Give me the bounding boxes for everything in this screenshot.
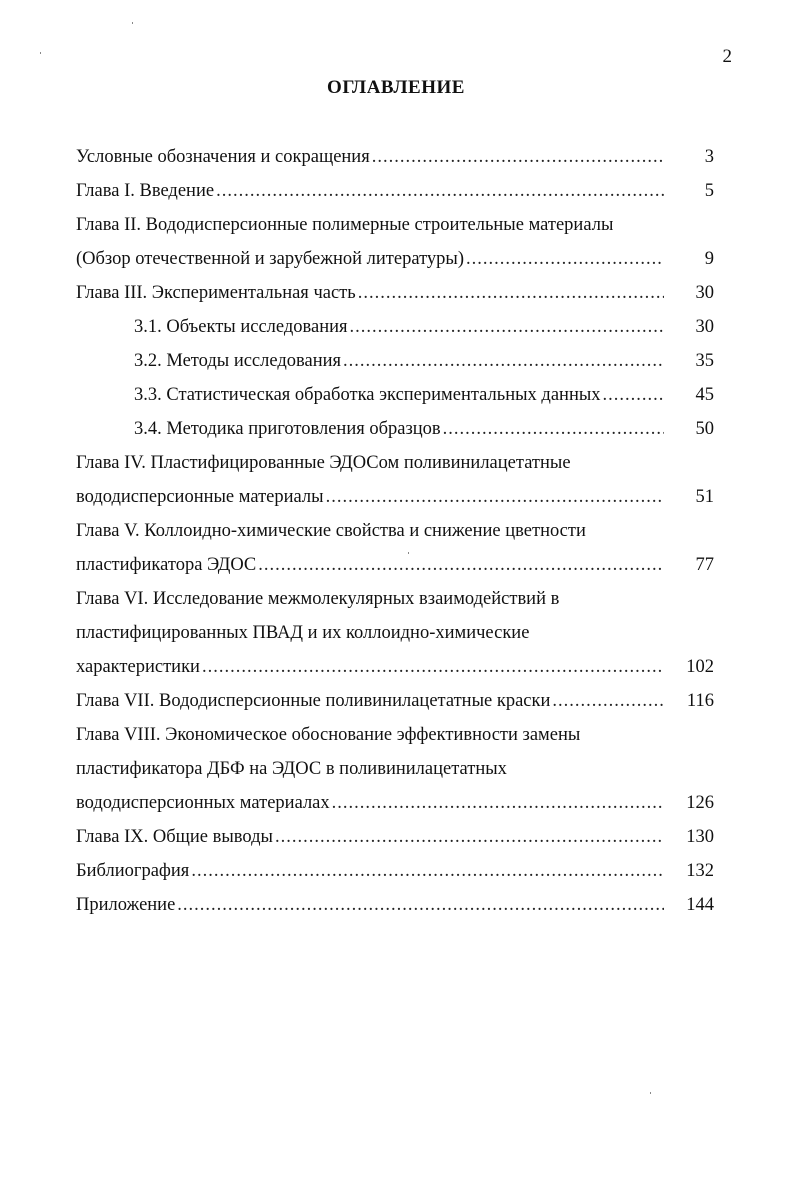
toc-entry-line	[76, 684, 714, 718]
toc-entry-text: характеристики	[76, 657, 200, 677]
toc-entry-text: (Обзор отечественной и зарубежной литературы)	[76, 249, 465, 269]
toc-leader-dots	[258, 548, 664, 582]
toc-entry-line	[76, 650, 714, 684]
toc-entry-line	[76, 718, 714, 752]
toc-page-number: 102	[686, 657, 714, 677]
toc-entry-line	[76, 310, 714, 344]
toc-page-number: 77	[695, 555, 714, 575]
toc-leader-dots	[326, 480, 664, 514]
toc-leader-dots	[358, 276, 664, 310]
scan-speck	[408, 552, 409, 554]
toc-entry-text: 3.3. Статистическая обработка экспериментальных данных	[134, 385, 601, 405]
toc-page-number: 144	[686, 895, 714, 915]
toc-leader-dots	[443, 412, 664, 446]
toc-leader-dots	[275, 820, 664, 854]
toc-entry-text: Глава VII. Вододисперсионные поливинилацетатные краски	[76, 691, 551, 711]
toc-leader-dots	[177, 888, 664, 922]
toc-page-number: 3	[704, 147, 714, 167]
toc-entry-text: Глава I. Введение	[76, 181, 215, 201]
toc-leader-dots	[552, 684, 664, 718]
toc-entry-text: 3.2. Методы исследования	[134, 351, 342, 371]
toc-entry-text: Глава VI. Исследование межмолекулярных взаимодействий в	[76, 589, 560, 609]
toc-page-number: 132	[686, 861, 714, 881]
toc-leader-dots	[350, 310, 664, 344]
table-of-contents	[76, 140, 714, 922]
toc-entry-line	[76, 548, 714, 582]
toc-entry-line	[76, 786, 714, 820]
toc-entry-text: 3.1. Объекты исследования	[134, 317, 348, 337]
toc-page-number: 130	[686, 827, 714, 847]
scan-speck	[40, 52, 41, 54]
toc-leader-dots	[343, 344, 664, 378]
toc-leader-dots	[216, 174, 664, 208]
toc-page-number: 5	[704, 181, 714, 201]
toc-title: ОГЛАВЛЕНИЕ	[327, 77, 465, 98]
toc-leader-dots	[191, 854, 664, 888]
toc-entry-line	[76, 752, 714, 786]
toc-entry-line	[76, 276, 714, 310]
toc-leader-dots	[372, 140, 664, 174]
toc-entry-line	[76, 208, 714, 242]
toc-entry-line	[76, 344, 714, 378]
toc-entry-text: Глава II. Вододисперсионные полимерные строительные материалы	[76, 215, 614, 235]
toc-entry-line	[76, 378, 714, 412]
toc-entry-line	[76, 514, 714, 548]
toc-leader-dots	[603, 378, 664, 412]
toc-entry-text: Приложение	[76, 895, 176, 915]
toc-page-number: 30	[695, 283, 714, 303]
toc-page-number: 126	[686, 793, 714, 813]
toc-page-number: 9	[704, 249, 714, 269]
toc-entry-line	[76, 582, 714, 616]
scan-speck	[132, 22, 133, 24]
toc-page-number: 50	[695, 419, 714, 439]
toc-entry-line	[76, 820, 714, 854]
toc-entry-text: Библиография	[76, 861, 190, 881]
toc-leader-dots	[332, 786, 664, 820]
toc-leader-dots	[466, 242, 664, 276]
toc-entry-line	[76, 888, 714, 922]
toc-entry-text: вододисперсионные материалы	[76, 487, 324, 507]
toc-entry-line	[76, 480, 714, 514]
toc-page-number: 45	[695, 385, 714, 405]
toc-entry-text: Глава V. Коллоидно-химические свойства и снижение цветности	[76, 521, 586, 541]
toc-entry-text: вододисперсионных материалах	[76, 793, 330, 813]
toc-entry-text: 3.4. Методика приготовления образцов	[134, 419, 441, 439]
toc-entry-text: Глава VIII. Экономическое обоснование эффективности замены	[76, 725, 581, 745]
scan-speck	[650, 1092, 651, 1094]
toc-entry-line	[76, 242, 714, 276]
toc-page-number: 51	[695, 487, 714, 507]
toc-entry-line	[76, 854, 714, 888]
toc-entry-text: Глава III. Экспериментальная часть	[76, 283, 356, 303]
toc-page-number: 30	[695, 317, 714, 337]
toc-entry-text: пластифицированных ПВАД и их коллоидно-химические	[76, 623, 530, 643]
toc-entry-line	[76, 446, 714, 480]
toc-leader-dots	[202, 650, 664, 684]
toc-entry-line	[76, 616, 714, 650]
toc-page-number: 35	[695, 351, 714, 371]
toc-entry-text: Глава IX. Общие выводы	[76, 827, 273, 847]
toc-entry-line	[76, 412, 714, 446]
toc-entry-text: Глава IV. Пластифицированные ЭДОСом поливинилацетатные	[76, 453, 571, 473]
toc-entry-text: Условные обозначения и сокращения	[76, 147, 370, 167]
toc-entry-line	[76, 140, 714, 174]
toc-entry-text: пластификатора ДБФ на ЭДОС в поливинилацетатных	[76, 759, 507, 779]
toc-entry-line	[76, 174, 714, 208]
toc-page-number: 116	[686, 691, 714, 711]
page-number: 2	[722, 46, 732, 67]
toc-entry-text: пластификатора ЭДОС	[76, 555, 257, 575]
